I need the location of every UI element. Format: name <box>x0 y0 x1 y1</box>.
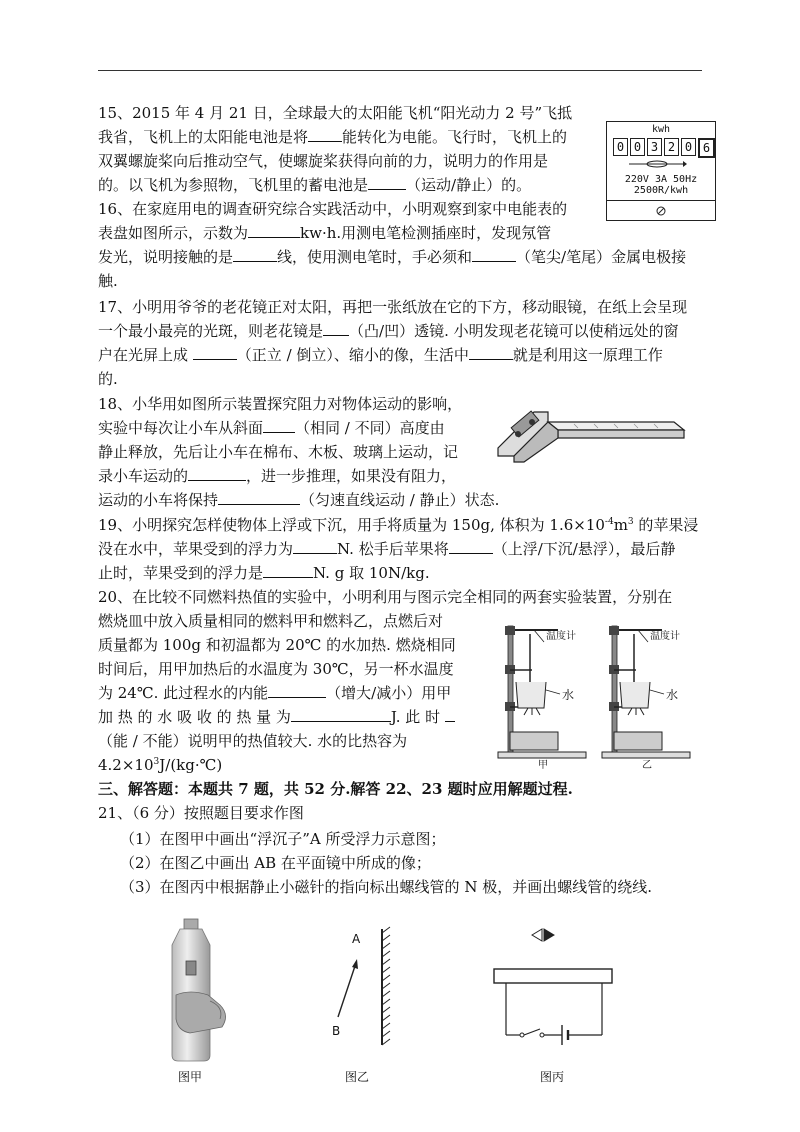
answer-blank[interactable] <box>308 125 342 142</box>
q15-line-1: 15、2015 年 4 月 21 日，全球最大的太阳能飞机“阳光动力 2 号”飞抵 <box>98 104 573 122</box>
q21-line-1: 21、（6 分）按照题目要求作图 <box>98 804 304 822</box>
answer-blank[interactable] <box>233 245 277 262</box>
q16-line-3: 发光，说明接触的是 线，使用测电笔时，手必须和 （笔尖/笔尾）金属电极接 <box>98 245 686 269</box>
figure-caption-yi: 乙 <box>642 760 652 771</box>
q20-line-7: （能 / 不能）说明甲的热值较大. 水的比热容为 <box>98 732 408 750</box>
meter-digit: 2 <box>664 138 679 156</box>
meter-digit: 0 <box>681 138 696 156</box>
meter-screw-icon <box>655 205 667 217</box>
answer-blank[interactable] <box>323 319 349 336</box>
q18-line-2: 实验中每次让小车从斜面 （相同 / 不同）高度由 <box>98 416 445 440</box>
section-title: 三、解答题：本题共 7 题，共 52 分.解答 22、23 题时应用解题过程. <box>98 780 573 798</box>
point-label-a: A <box>352 932 361 946</box>
thermometer-label: 温度计 <box>650 631 680 642</box>
answer-blank[interactable] <box>469 343 513 360</box>
q21-sub-1: （1）在图甲中画出“浮沉子”A 所受浮力示意图； <box>120 830 446 848</box>
meter-digits <box>613 138 717 158</box>
figure-caption-yi: 图乙 <box>345 1070 370 1084</box>
q19-line-1: 19、小明探究怎样使物体上浮或下沉，用手将质量为 150g, 体积为 $1.6\times 10^{-4}m^3$ 的苹果浸 <box>98 516 699 534</box>
answer-blank[interactable] <box>263 561 313 578</box>
solenoid-circuit-figure <box>490 925 620 1055</box>
meter-digit: 3 <box>647 138 662 156</box>
meter-digit: 0 <box>613 138 628 156</box>
q20-line-2: 燃烧皿中放入质量相同的燃料甲和燃料乙，点燃后对 <box>98 612 444 630</box>
q18-line-3: 静止释放，先后让小车在棉布、木板、玻璃上运动，记 <box>98 443 459 461</box>
meter-dial-arrow-icon <box>627 158 687 170</box>
q21-sub-2: （2）在图乙中画出 AB 在平面镜中所成的像； <box>120 854 431 872</box>
answer-blank[interactable] <box>268 681 326 698</box>
answer-blank[interactable] <box>248 221 300 238</box>
incline-cart-figure <box>494 402 690 464</box>
meter-spec-1: 220V 3A 50Hz <box>624 174 698 185</box>
q20-line-6: 加 热 的 水 吸 收 的 热 量 为 J. 此 时 <box>98 705 455 729</box>
q16-line-4: 触. <box>98 272 118 290</box>
answer-blank[interactable] <box>188 464 246 481</box>
answer-blank[interactable] <box>293 537 337 554</box>
compass-needle-icon <box>532 929 554 941</box>
q16-line-2: 表盘如图所示，示数为 kw·h.用测电笔检测插座时，发现氖管 <box>98 221 551 245</box>
q20-line-5: 为 24℃. 此过程水的内能 （增大/减小）用甲 <box>98 681 451 705</box>
q16-line-1: 16、在家庭用电的调查研究综合实践活动中，小明观察到家中电能表的 <box>98 200 568 218</box>
water-label: 水 <box>666 688 679 702</box>
answer-blank[interactable] <box>263 416 295 433</box>
q19-line-2: 没在水中，苹果受到的浮力为 N. 松手后苹果将 （上浮/下沉/悬浮），最后静 <box>98 537 675 561</box>
answer-blank[interactable] <box>368 173 406 190</box>
figure-caption-jia: 图甲 <box>178 1070 203 1084</box>
answer-blank[interactable] <box>449 537 493 554</box>
meter-spec-2: 2500R/kwh <box>633 185 689 196</box>
water-label: 水 <box>562 688 575 702</box>
q20-line-3: 质量都为 100g 和初温都为 20℃ 的水加热. 燃烧相同 <box>98 636 456 654</box>
q18-line-5: 运动的小车将保持 （匀速直线运动 / 静止）状态. <box>98 488 499 512</box>
q17-line-3: 户在光屏上成 （正立 / 倒立）、缩小的像，生活中 就是利用这一原理工作 <box>98 343 663 367</box>
header-rule <box>98 70 702 71</box>
answer-blank[interactable] <box>193 343 237 360</box>
figure-caption-bing: 图丙 <box>540 1070 565 1084</box>
q19-line-3: 止时，苹果受到的浮力是 N. g 取 10N/kg. <box>98 561 430 585</box>
q20-line-8: $4.2\times 10^3J/(kg\cdot℃)$ <box>98 756 223 774</box>
meter-digit: 0 <box>630 138 645 156</box>
answer-blank[interactable] <box>472 245 516 262</box>
q15-line-2: 我省，飞机上的太阳能电池是将 能转化为电能。飞行时，飞机上的 <box>98 125 567 149</box>
point-label-b: B <box>332 1024 341 1038</box>
q17-line-2: 一个最小最亮的光斑，则老花镜是 （凸/凹）透镜. 小明发现老花镜可以使稍远处的窗 <box>98 319 679 343</box>
answer-blank[interactable] <box>445 705 455 722</box>
answer-blank[interactable] <box>291 705 391 722</box>
q21-sub-3: （3）在图丙中根据静止小磁针的指向标出螺线管的 N 极，并画出螺线管的绕线. <box>120 878 652 896</box>
meter-digit: 6 <box>698 138 715 158</box>
q17-line-1: 17、小明用爷爷的老花镜正对太阳，再把一张纸放在它的下方，移动眼镜，在纸上会呈现 <box>98 298 688 316</box>
q18-line-4: 录小车运动的 ，进一步推理，如果没有阻力， <box>98 464 456 488</box>
q20-line-1: 20、在比较不同燃料热值的实验中，小明利用与图示完全相同的两套实验装置，分别在 <box>98 588 673 606</box>
figure-caption-jia: 甲 <box>538 760 548 771</box>
thermometer-label: 温度计 <box>546 631 576 642</box>
meter-unit: kwh <box>651 124 671 135</box>
q15-line-4: 的。以飞机为参照物，飞机里的蓄电池是 （运动/静止）的。 <box>98 173 531 197</box>
q15-line-3: 双翼螺旋桨向后推动空气，使螺旋桨获得向前的力，说明力的作用是 <box>98 152 549 170</box>
q18-line-1: 18、小华用如图所示装置探究阻力对物体运动的影响， <box>98 395 463 413</box>
answer-blank[interactable] <box>218 488 300 505</box>
q20-line-4: 时间后，用甲加热后的水温度为 30℃，另一杯水温度 <box>98 660 454 678</box>
q17-line-4: 的. <box>98 370 118 388</box>
electric-meter-figure <box>606 121 716 221</box>
bottle-figure <box>150 915 240 1065</box>
